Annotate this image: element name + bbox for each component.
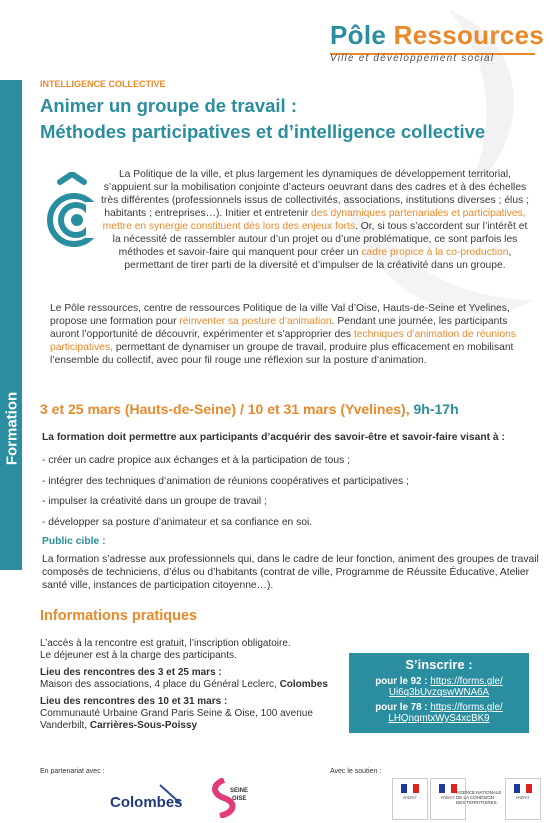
list-item: - intégrer des techniques d’animation de réunions coopératives et participatives ;: [42, 475, 409, 487]
public-text: La formation s’adresse aux professionnels qui, dans le cadre de leur fonction, animent des groupes de travail composés de techniciens, d’élus ou d’habitants (contrat de ville, Programme de Réussite Éducative, Atelier santé ville, instances de participation citoyenne…).: [42, 554, 539, 591]
objectives-title: La formation doit permettre aux participants d’acquérir des savoir-être et savoir-faire visant à :: [42, 432, 505, 443]
registration-row-92: pour le 92 : https://forms.gle/ Ui6q3bUvzqswWNA6A: [375, 676, 503, 698]
public-title: Public cible :: [42, 536, 106, 547]
prefet-logo-3: PRÉFET: [505, 778, 541, 820]
colombes-logo: [110, 783, 190, 813]
offer-paragraph: Le Pôle ressources, centre de ressources Politique de la ville Val d’Oise, Hauts-de-Seine et Yvelines, propose une formation pour réinventer sa posture d’animation. Pendant une journée, les participants auront l’opportunité de découvrir, expérimenter et s’approprier des techniques d’animation de réunions participatives, permettant de dynamiser un groupe de travail, produire plus efficacement en mobilisant l’ensemble du collectif, avec pour fil rouge une réflexion sur la posture d’animation.: [50, 303, 516, 366]
partners-label: En partenariat avec :: [40, 768, 105, 775]
anct-logo: AGENCE NATIONALE DE LA COHÉSION DES TERRITOIRES: [456, 790, 502, 805]
registration-row-78: pour le 78 : https://forms.gle/ LHQnqmtxWyS4xcBK9: [375, 702, 503, 724]
place2-text: Communauté Urbaine Grand Paris Seine & Oise, 100 avenue Vanderbilt, Carrières-Sous-Poissy: [40, 708, 313, 731]
list-item: - impulser la créativité dans un groupe de travail ;: [42, 496, 267, 508]
sidebar-label: Formation: [3, 391, 21, 466]
prefet-logo-2: PRÉFET: [430, 778, 466, 820]
dates-line: 3 et 25 mars (Hauts-de-Seine) / 10 et 31 mars (Yvelines), 9h-17h: [40, 401, 459, 417]
logo-prefix: Pôle: [330, 20, 387, 50]
logo-subtitle: Ville et développement social: [330, 53, 495, 64]
place1-title: Lieu des rencontres des 3 et 25 mars :: [40, 667, 222, 678]
place2-title: Lieu des rencontres des 10 et 31 mars :: [40, 696, 228, 707]
pole-ressources-emblem-icon: [42, 172, 102, 250]
seine-logo-text-b: OISE: [232, 796, 247, 802]
kicker: INTELLIGENCE COLLECTIVE: [40, 79, 166, 89]
seine-logo-text-a: SEINE: [230, 788, 248, 794]
registration-box: [349, 653, 529, 733]
intro-paragraph: La Politique de la ville, et plus largement les dynamiques de développement territorial, s’appuient sur la mobilisation conjointe d’acteurs oeuvrant dans des cadres et à des échelles très différentes (professionnels issus de collectivités, associations, institutions diverses ; élus ; habitants ; entreprises…). Initier et entretenir des dynamiques partenariales et participatives, mettre en synergie constituent dès lors des enjeux forts. Or, si tous s’accordent sur l’intérêt et la nécessité de rassembler autour d’un projet ou d’une problématique, ce sont parfois les méthodes et savoir-faire qui manquent pour créer un cadre propice à la co-production, permettant de tirer parti de la diversité et d’impulser de la créativité dans un groupe.: [101, 169, 529, 271]
list-item: - développer sa posture d’animateur et sa confiance en soi.: [42, 516, 313, 528]
colombes-logo-text: Colombes: [110, 794, 183, 811]
objectives-list: [42, 455, 532, 537]
prefet-logo-1: PRÉFET: [392, 778, 428, 820]
registration-link-92[interactable]: https://forms.gle/ Ui6q3bUvzqswWNA6A: [388, 676, 503, 698]
pole-ressources-logo: [330, 20, 545, 64]
place1-text: Maison des associations, 4 place du Général Leclerc, Colombes: [40, 679, 328, 690]
sidebar-band: [0, 80, 22, 570]
info-block: [40, 638, 340, 732]
page-title: Animer un groupe de travail :: [40, 95, 297, 116]
logo-suffix: Ressources: [393, 20, 545, 50]
page-subtitle: Méthodes participatives et d’intelligence collective: [40, 121, 486, 142]
soutien-label: Avec le soutien :: [330, 768, 382, 775]
list-item: - créer un cadre propice aux échanges et à la participation de tous ;: [42, 455, 350, 466]
info-lunch: Le déjeuner est à la charge des participants.: [40, 650, 237, 661]
info-title: Informations pratiques: [40, 608, 198, 624]
registration-link-78[interactable]: https://forms.gle/ LHQnqmtxWyS4xcBK9: [388, 702, 503, 724]
info-free: L’accès à la rencontre est gratuit, l’inscription obligatoire.: [40, 638, 291, 649]
registration-title: S’inscrire :: [405, 657, 473, 672]
grand-paris-seine-oise-logo: [210, 778, 248, 818]
